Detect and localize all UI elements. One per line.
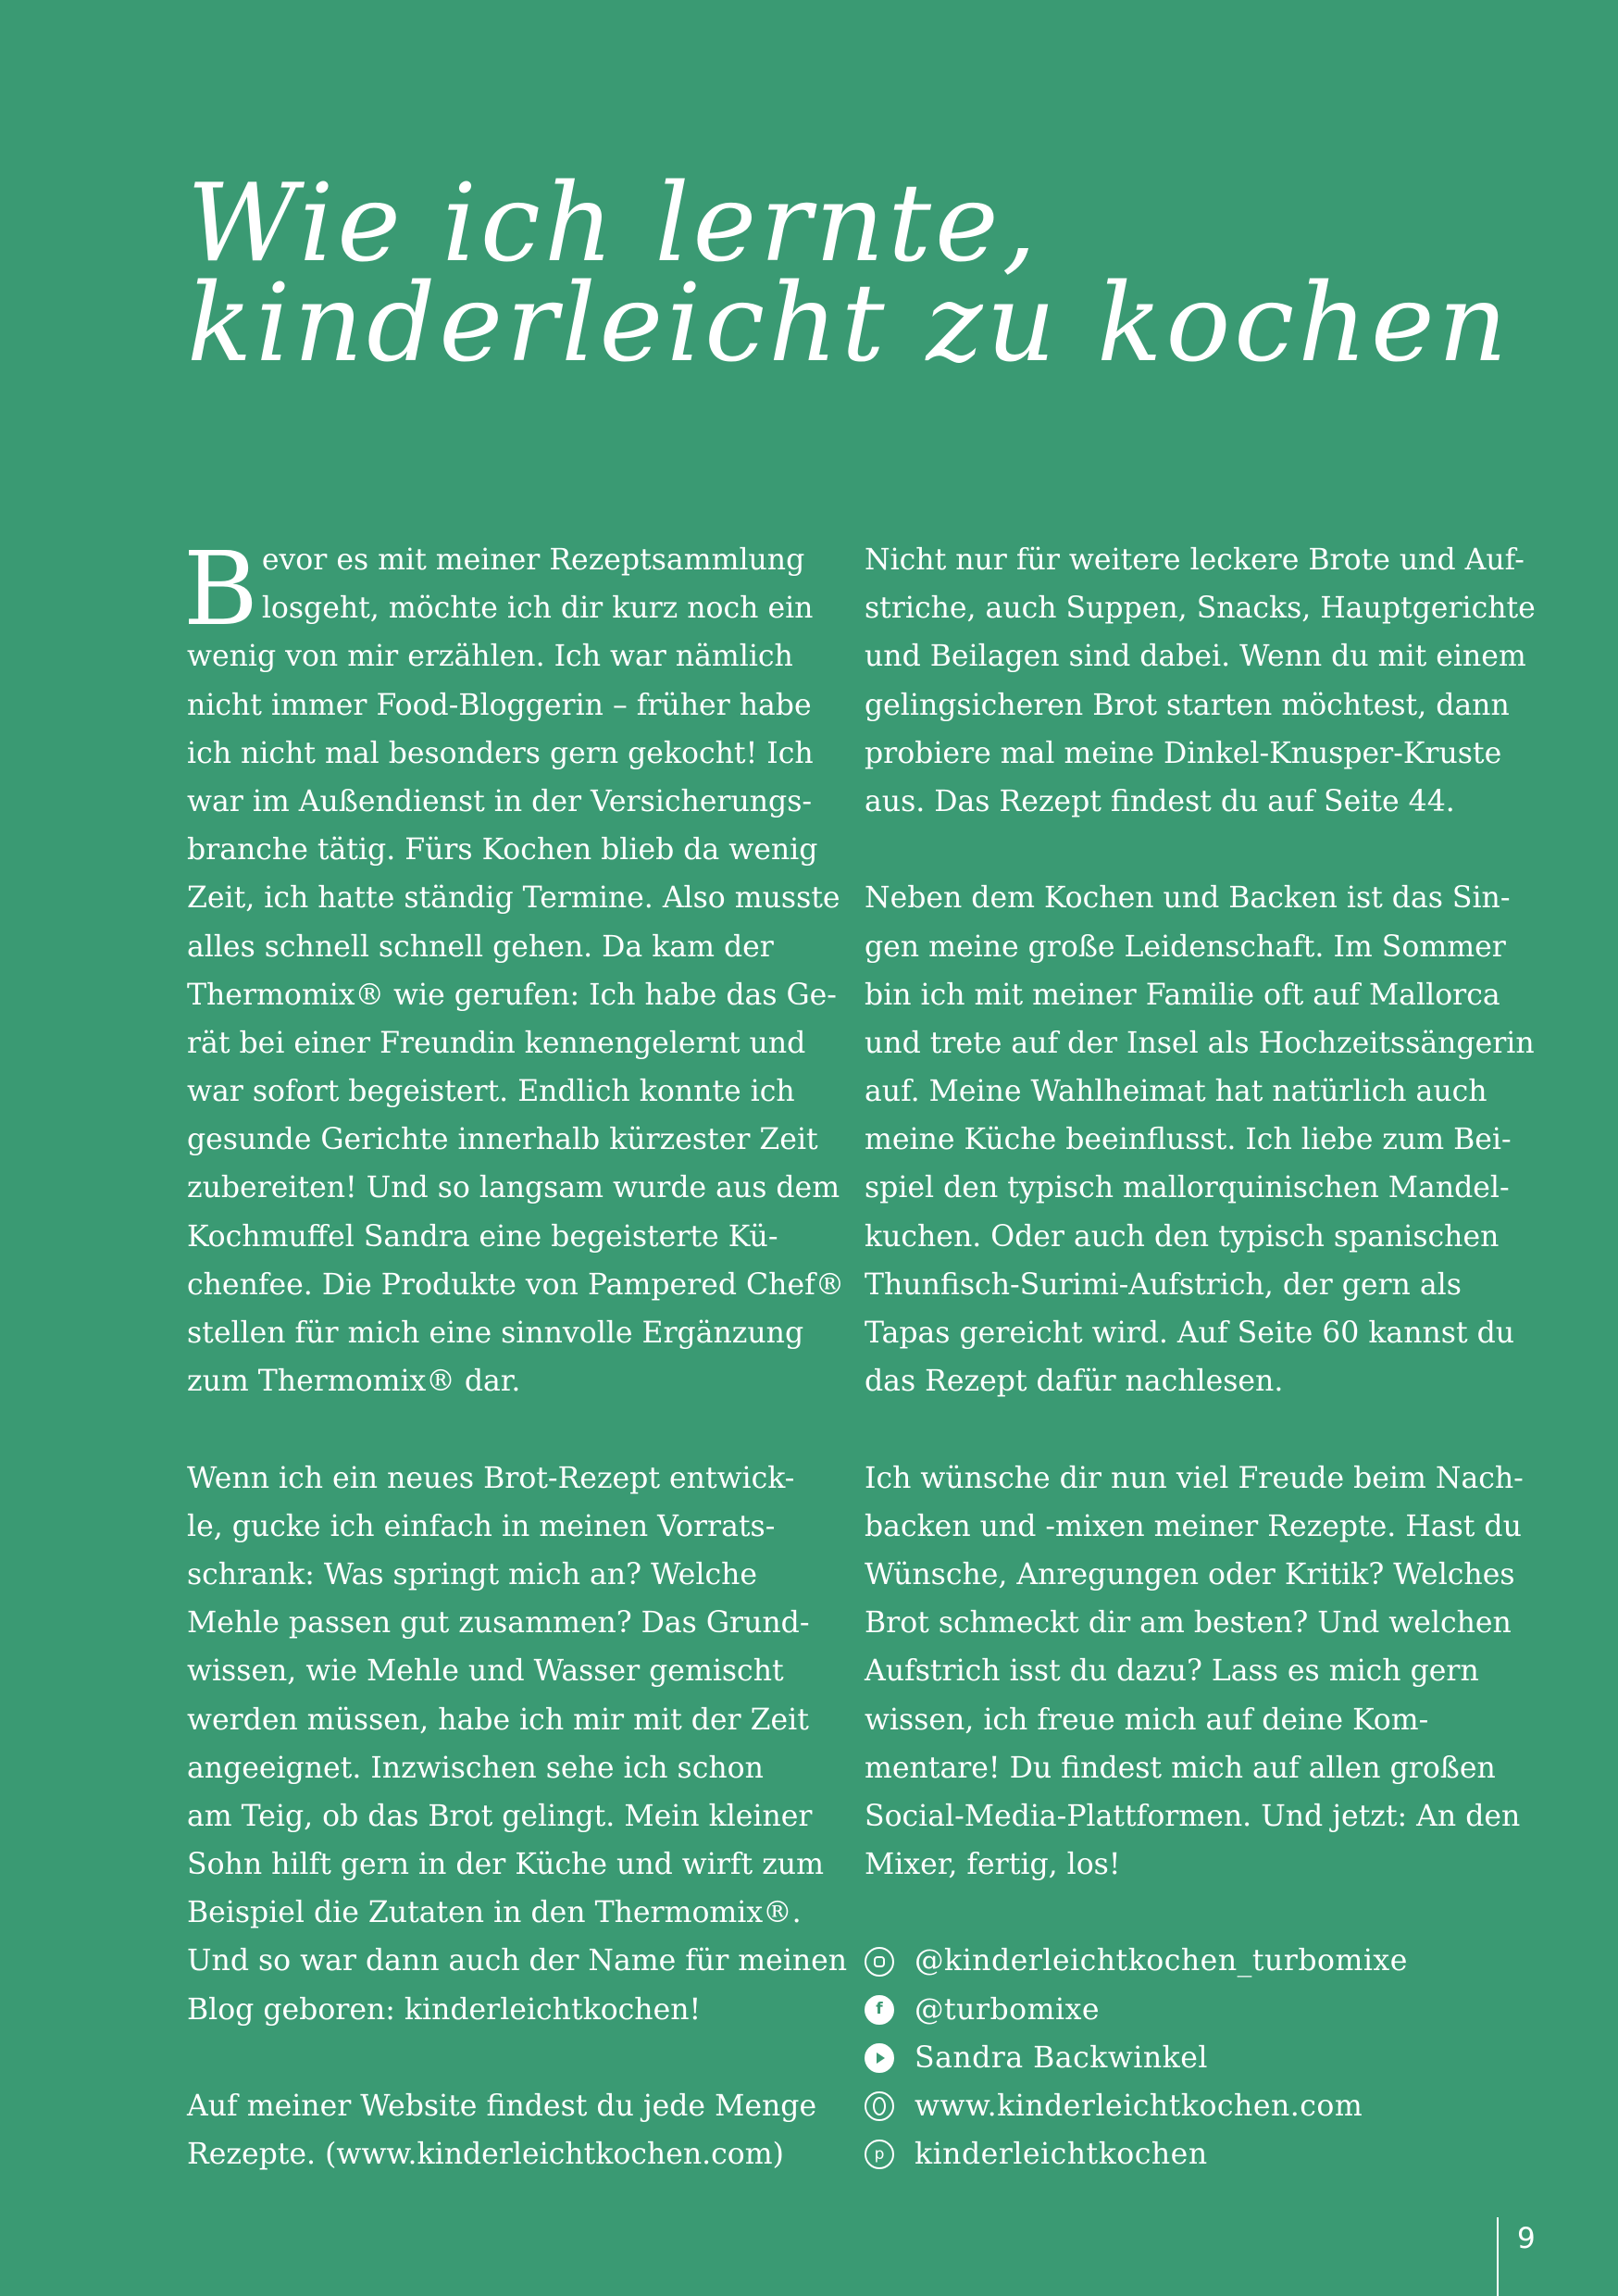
paragraph-intro xyxy=(183,530,850,1405)
social-instagram[interactable] xyxy=(865,1937,1527,1985)
text-line: Mehle passen gut zusammen? Das Grund- xyxy=(187,1606,810,1641)
text-line: evor es mit meiner Rezeptsammlung xyxy=(261,543,805,577)
social-handle[interactable]: @kinderleichtkochen_turbomixe xyxy=(915,1944,1408,1978)
text-line: Rezepte. (www.kinderleichtkochen.com) xyxy=(187,2138,784,2172)
social-youtube[interactable] xyxy=(865,2034,1527,2082)
text-line: gen meine große Leidenschaft. Im Sommer xyxy=(865,930,1506,964)
right-column xyxy=(865,536,1536,2178)
text-line: war sofort begeistert. Endlich konnte ich xyxy=(187,1075,795,1109)
text-line: wissen, wie Mehle und Wasser gemischt xyxy=(187,1654,784,1689)
text-line: angeeignet. Inzwischen sehe ich schon xyxy=(187,1751,764,1785)
text-line: Neben dem Kochen und Backen ist das Sin- xyxy=(865,881,1511,916)
title-line-1: Wie ich lernte, xyxy=(187,161,1040,286)
text-line: Sohn hilft gern in der Küche und wirft zum xyxy=(187,1848,824,1882)
text-line: Tapas gereicht wird. Auf Seite 60 kannst du xyxy=(865,1316,1515,1350)
title-line-2: kinderleicht zu kochen xyxy=(187,261,1512,386)
text-line: werden müssen, habe ich mir mit der Zeit xyxy=(187,1703,809,1737)
text-line: ich nicht mal besonders gern gekocht! Ich xyxy=(187,736,814,770)
text-line: Und so war dann auch der Name für meinen xyxy=(187,1944,848,1978)
social-handle[interactable]: kinderleichtkochen xyxy=(915,2138,1208,2172)
text-line: losgeht, möchte ich dir kurz noch ein xyxy=(261,592,814,626)
social-handle[interactable]: @turbomixe xyxy=(915,1992,1100,2027)
text-line: Wenn ich ein neues Brot-Rezept entwick- xyxy=(187,1461,795,1495)
paragraph-bread xyxy=(187,1454,850,2034)
paragraph-recipes xyxy=(865,536,1536,826)
text-line: chenfee. Die Produkte von Pampered Chef® xyxy=(187,1267,845,1302)
text-line: aus. Das Rezept findest du auf Seite 44. xyxy=(865,784,1455,818)
page-number: 9 xyxy=(1517,2222,1536,2255)
text-line: spiel den typisch mallorquinischen Mandel- xyxy=(865,1171,1510,1205)
text-line: und trete auf der Insel als Hochzeitssängerin xyxy=(865,1026,1535,1060)
paragraph-closing xyxy=(865,1454,1527,1890)
social-facebook[interactable] xyxy=(865,1986,1527,2034)
text-line: stellen für mich eine sinnvolle Ergänzung xyxy=(187,1316,804,1350)
text-line: Beispiel die Zutaten in den Thermomix®. xyxy=(187,1896,802,1930)
text-line: Kochmuffel Sandra eine begeisterte Kü- xyxy=(187,1219,778,1254)
text-line: branche tätig. Fürs Kochen blieb da wenig xyxy=(187,833,818,867)
drop-cap: B xyxy=(183,530,258,648)
text-line: und Beilagen sind dabei. Wenn du mit einem xyxy=(865,640,1526,674)
text-line: auf. Meine Wahlheimat hat natürlich auch xyxy=(865,1075,1487,1109)
text-line: Blog geboren: kinderleichtkochen! xyxy=(187,1992,702,2027)
instagram-icon xyxy=(865,1947,894,1977)
text-line: nicht immer Food-Bloggerin – früher habe xyxy=(187,688,812,722)
globe-icon xyxy=(865,2091,894,2121)
text-line: Social-Media-Plattformen. Und jetzt: An den xyxy=(865,1799,1521,1833)
pinterest-icon: p xyxy=(865,2140,894,2169)
facebook-icon: f xyxy=(865,1995,894,2025)
text-line: mentare! Du findest mich auf allen großen xyxy=(865,1751,1496,1785)
text-line: le, gucke ich einfach in meinen Vorrats- xyxy=(187,1509,776,1543)
text-line: alles schnell schnell gehen. Da kam der xyxy=(187,930,774,964)
text-line: rät bei einer Freundin kennengelernt und xyxy=(187,1026,806,1060)
text-line: war im Außendienst in der Versicherungs- xyxy=(187,784,813,818)
text-line: Auf meiner Website findest du jede Menge xyxy=(187,2090,817,2123)
social-website[interactable] xyxy=(865,2082,1527,2130)
paragraph-singing xyxy=(865,874,1535,1405)
paragraph-website xyxy=(187,2082,850,2178)
text-line: bin ich mit meiner Familie oft auf Mallorca xyxy=(865,978,1500,1012)
text-line: probiere mal meine Dinkel-Knusper-Kruste xyxy=(865,736,1502,770)
social-handle[interactable]: www.kinderleichtkochen.com xyxy=(915,2090,1363,2123)
text-line: am Teig, ob das Brot gelingt. Mein kleiner xyxy=(187,1799,813,1833)
text-line: zum Thermomix® dar. xyxy=(187,1365,521,1399)
page-number-divider xyxy=(1497,2217,1499,2296)
left-column xyxy=(183,530,850,2178)
text-line: Brot schmeckt dir am besten? Und welchen xyxy=(865,1606,1512,1641)
text-line: zubereiten! Und so langsam wurde aus dem xyxy=(187,1171,840,1205)
text-line: meine Küche beeinflusst. Ich liebe zum Bei- xyxy=(865,1123,1512,1157)
text-line: das Rezept dafür nachlesen. xyxy=(865,1365,1284,1399)
text-line: schrank: Was springt mich an? Welche xyxy=(187,1557,758,1591)
text-line: Zeit, ich hatte ständig Termine. Also musste xyxy=(187,881,840,916)
text-line: Nicht nur für weitere leckere Brote und Auf- xyxy=(865,543,1525,577)
social-links xyxy=(865,1937,1527,2178)
page-title xyxy=(187,161,1557,386)
youtube-icon xyxy=(865,2043,894,2073)
text-line: Ich wünsche dir nun viel Freude beim Nach- xyxy=(865,1461,1524,1495)
social-pinterest[interactable] xyxy=(865,2130,1527,2178)
text-line: gesunde Gerichte innerhalb kürzester Zeit xyxy=(187,1123,818,1157)
text-line: gelingsicheren Brot starten möchtest, dann xyxy=(865,688,1510,722)
text-line: backen und -mixen meiner Rezepte. Hast du xyxy=(865,1509,1522,1543)
text-line: Thermomix® wie gerufen: Ich habe das Ge- xyxy=(187,978,837,1012)
text-line: Mixer, fertig, los! xyxy=(865,1848,1121,1882)
text-line: striche, auch Suppen, Snacks, Hauptgerichte xyxy=(865,592,1536,626)
text-line: wenig von mir erzählen. Ich war nämlich xyxy=(187,640,793,674)
text-line: Thunfisch-Surimi-Aufstrich, der gern als xyxy=(865,1267,1462,1302)
social-handle[interactable]: Sandra Backwinkel xyxy=(915,2040,1208,2075)
text-line: kuchen. Oder auch den typisch spanischen xyxy=(865,1219,1500,1254)
text-line: Aufstrich isst du dazu? Lass es mich gern xyxy=(865,1654,1479,1689)
text-line: Wünsche, Anregungen oder Kritik? Welches xyxy=(865,1557,1515,1591)
text-line: wissen, ich freue mich auf deine Kom- xyxy=(865,1703,1429,1737)
